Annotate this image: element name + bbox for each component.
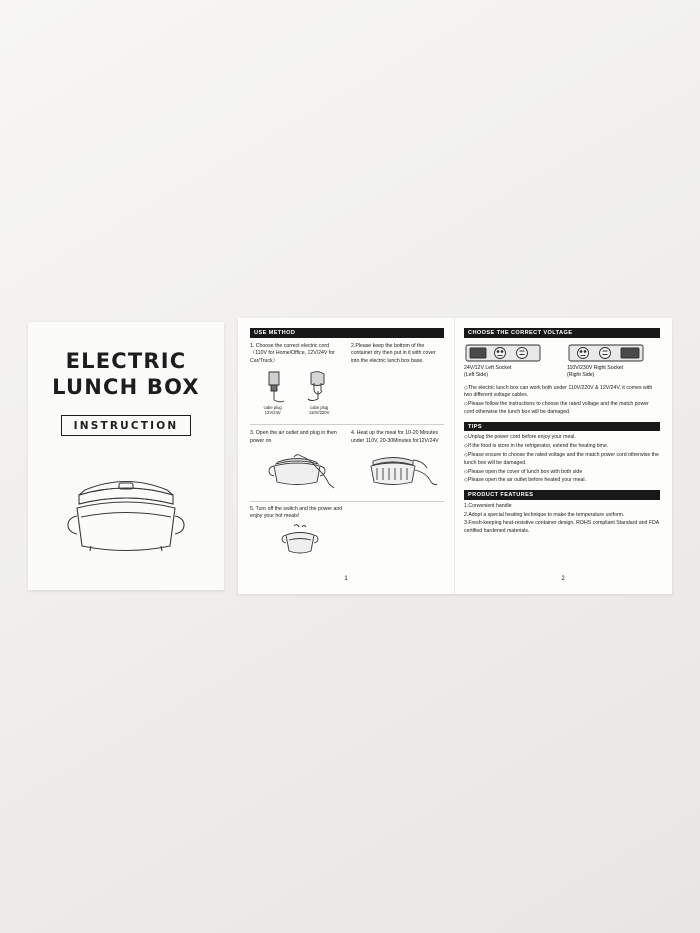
step-2 [351, 343, 444, 419]
tip-4: ◇Please open the cover of lunch box with both side [464, 468, 583, 475]
features-list [464, 503, 660, 536]
tip-1: ◇Unplug the power cord before enjoy your meal. [464, 434, 576, 441]
divider-1 [250, 424, 444, 425]
right-socket-caption: 110V/230V Right Socket (Right Side) [567, 364, 624, 379]
step-1-text: 1. Choose the correct electric cord（110V for Home/Office, 12V/24V for Car/Truck） [250, 342, 335, 365]
voltage-left-socket [464, 342, 557, 380]
step-5-text: 5. Turn off the switch and the power and enjoy your hot meals! [250, 505, 343, 520]
figure-heating [351, 448, 444, 492]
voltage-notes [464, 385, 660, 417]
tip-2: ◇If the food is store in the refrigerator, extend the heating time. [464, 443, 609, 450]
step-4 [351, 430, 444, 496]
cable-caption-left: cabe plug 12V/24V [263, 404, 282, 415]
figure-serving [250, 523, 347, 557]
voltage-figures [464, 342, 660, 380]
lunch-box-illustration [42, 454, 210, 564]
cover-subtitle: INSTRUCTION [61, 415, 192, 436]
section-header-tips: TIPS [464, 422, 660, 432]
voltage-note-2: ◇Please follow the instructions to choose the rated voltage and the match power cord otherwise the lunch box will be damaged. [464, 401, 649, 416]
left-socket-icon [464, 342, 542, 364]
feature-3: 3.Fresh-keeping heat-resistive container design, ROHS compliant Standard and FDA certified hardened materials. [464, 520, 659, 535]
step-2-text: 2.Please keep the bottom of the container dry then put in it with cover into the electric lunch box base. [351, 342, 436, 365]
cover-title-line-2: LUNCH BOX [52, 375, 200, 400]
right-socket-icon [567, 342, 645, 364]
voltage-note-1: ◇The electric lunch box can work both under 110V/220V & 12V/24V, it comes with two different voltage cables. [464, 384, 653, 399]
step-4-text: 4. Heat up the meal for 10-20 Minutes under 110V, 20-30Minutes for12V/24V [351, 429, 439, 444]
page-2 [454, 318, 672, 594]
section-header-voltage: CHOOSE THE CORRECT VOLTAGE [464, 328, 660, 338]
feature-1: 1.Convenient handle [464, 502, 512, 509]
voltage-right-socket [567, 342, 660, 380]
section-header-use-method: USE METHOD [250, 328, 444, 338]
steps-row-1 [250, 343, 444, 419]
cover-title [42, 348, 210, 401]
instruction-spread [238, 318, 672, 594]
step-5 [250, 506, 347, 522]
page-1 [238, 318, 454, 594]
step-3 [250, 430, 343, 496]
step-1 [250, 343, 343, 419]
cable-caption-right: cabe plug 110V/220V [308, 404, 330, 415]
divider-2 [250, 501, 444, 502]
page-1-number: 1 [344, 576, 348, 582]
left-socket-caption: 24V/12V Left Socket (Left Side) [464, 364, 512, 379]
page-2-number: 2 [561, 576, 565, 582]
steps-row-2 [250, 430, 444, 496]
feature-2: 2.Adopt a special heating technique to make the temperature uniform. [464, 511, 625, 518]
figure-cables [250, 368, 343, 415]
step-3-text: 3. Open the air outlet and plug in then power on [250, 429, 337, 444]
tip-3: ◇Please ensure to choose the rated voltage and the match power cord otherwise the lunch box will be damaged. [464, 452, 659, 466]
figure-air-outlet [250, 448, 343, 492]
cover-page [28, 322, 224, 590]
tips-list [464, 434, 660, 485]
cover-title-line-1: ELECTRIC [65, 349, 187, 373]
section-header-features: PRODUCT FEATURES [464, 490, 660, 500]
tip-5: ◇Please open the air outlet before heated your meal. [464, 477, 586, 484]
